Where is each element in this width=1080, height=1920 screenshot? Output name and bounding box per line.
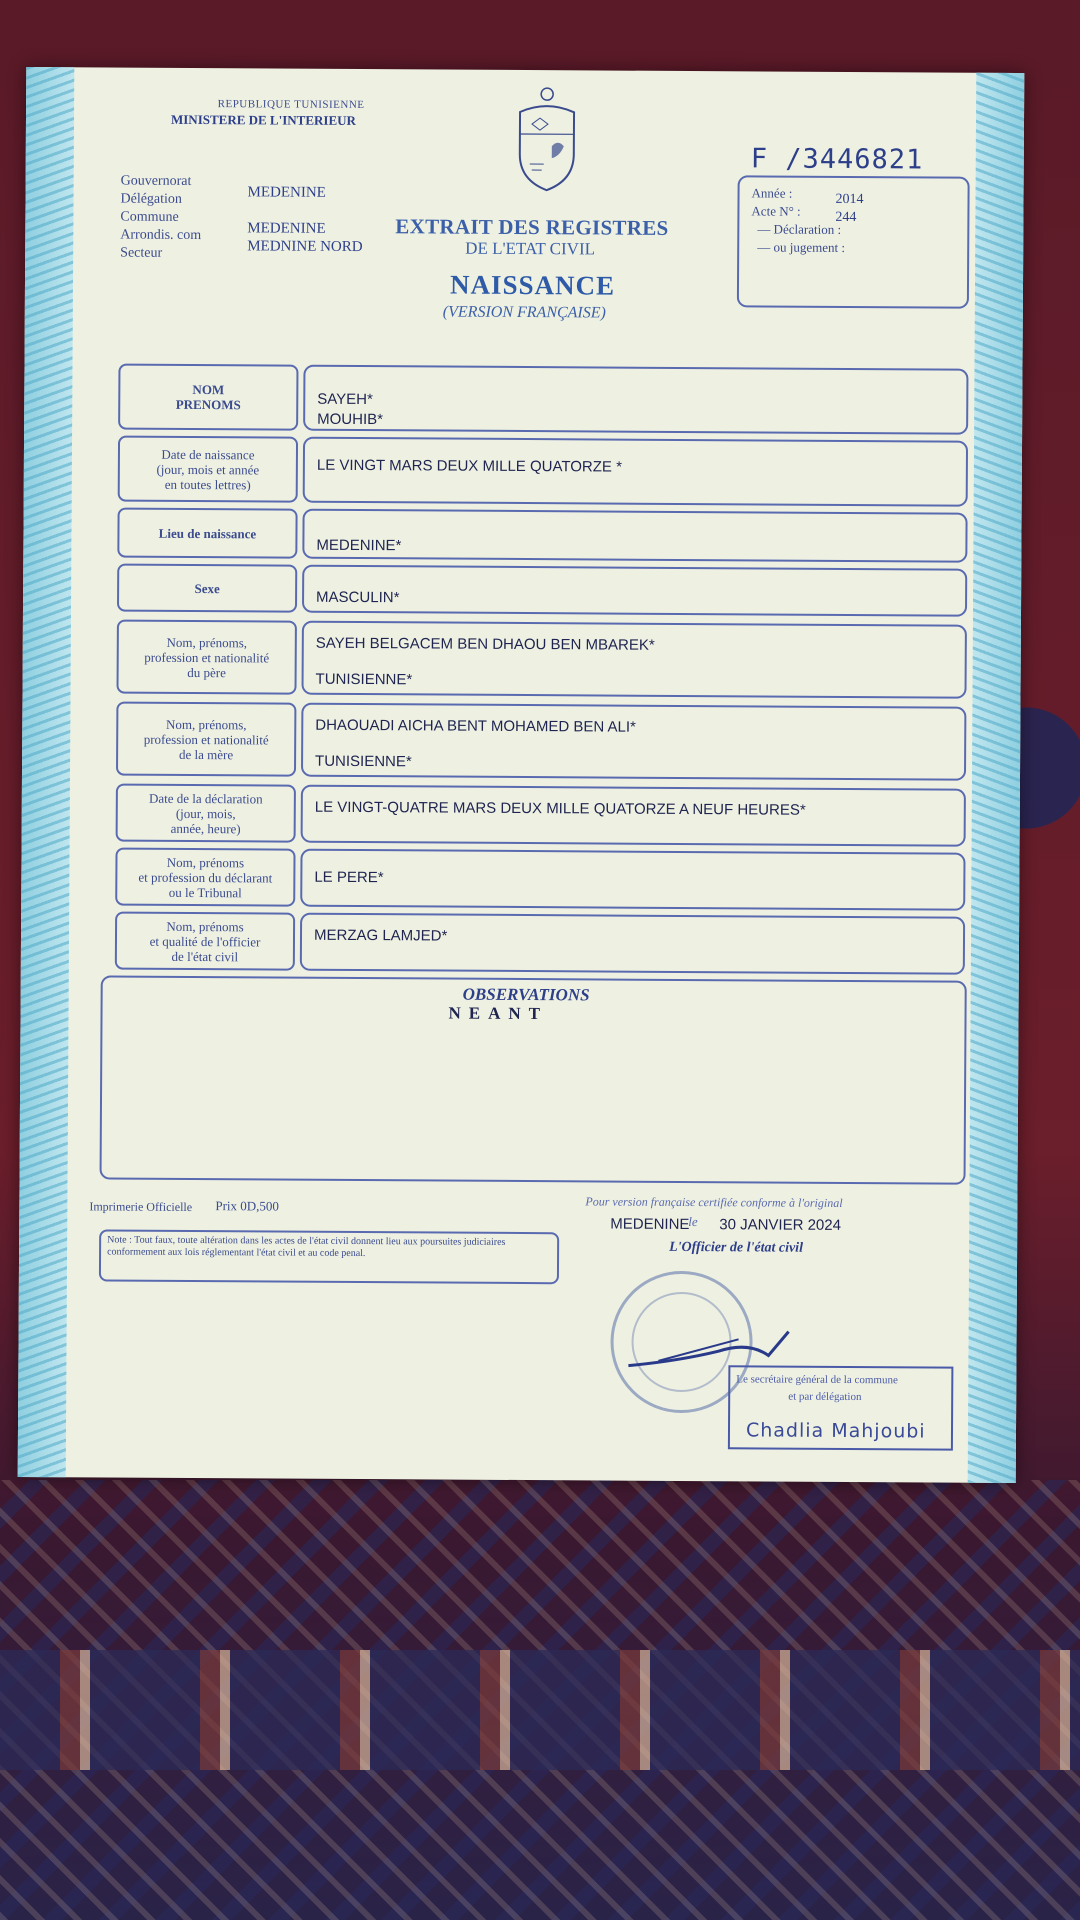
mere-nationalite: TUNISIENNE*	[315, 752, 412, 771]
row-label: NOM PRENOMS	[118, 364, 298, 431]
row-value	[301, 621, 966, 699]
row-label: Date de naissance (jour, mois et année en toutes lettres)	[118, 436, 298, 503]
imprimerie-label: Imprimerie Officielle	[89, 1199, 193, 1214]
declaration-label: — Déclaration :	[757, 221, 842, 237]
stamp-name: Chadlia Mahjoubi	[745, 1419, 926, 1443]
row-label: Nom, prénoms, profession et nationalité du père	[116, 620, 296, 695]
officier-signature-label: L'Officier de l'état civil	[669, 1239, 804, 1256]
sexe-value: MASCULIN*	[316, 588, 400, 607]
admin-label: Commune	[120, 209, 179, 225]
arrondissement-value: MEDENINE	[247, 220, 326, 237]
left-wave-border	[18, 67, 75, 1477]
row-value	[303, 437, 968, 507]
row-value	[302, 565, 967, 617]
title-version: (VERSION FRANÇAISE)	[442, 303, 606, 322]
row-pere	[116, 620, 966, 699]
row-value	[302, 509, 967, 563]
stamp-line-1: Le secrétaire général de la commune	[736, 1373, 898, 1387]
observations-title: OBSERVATIONS	[462, 984, 590, 1005]
right-wave-border	[968, 73, 1025, 1483]
tunisia-emblem-icon	[510, 84, 585, 194]
ministry-label: MINISTERE DE L'INTERIEUR	[170, 111, 356, 128]
declarant-value: LE PERE*	[314, 868, 384, 887]
row-label: Nom, prénoms et qualité de l'officier de l'état civil	[115, 912, 295, 971]
observations-value: NEANT	[448, 1003, 549, 1024]
admin-label: Délégation	[120, 191, 182, 207]
prix-label: Prix 0D,500	[215, 1198, 279, 1214]
row-value	[301, 703, 966, 781]
row-value	[303, 365, 968, 435]
carpet-border	[0, 1650, 1080, 1770]
row-label: Nom, prénoms, profession et nationalité de la mère	[116, 702, 296, 777]
annee-label: Année :	[751, 185, 793, 201]
row-label: Sexe	[117, 564, 297, 613]
row-value	[300, 849, 965, 911]
title-extrait: EXTRAIT DES REGISTRES	[395, 214, 669, 240]
officier-value: MERZAG LAMJED*	[313, 926, 448, 945]
acte-value: 244	[835, 209, 857, 226]
title-naissance: NAISSANCE	[449, 269, 616, 301]
jugement-label: — ou jugement :	[757, 239, 846, 255]
admin-label: Secteur	[120, 245, 163, 261]
row-label: Lieu de naissance	[117, 508, 297, 559]
admin-values	[247, 183, 363, 256]
issue-city: MEDENINE	[610, 1215, 690, 1234]
le-label: le	[688, 1214, 698, 1230]
mere-value: DHAOUADI AICHA BENT MOHAMED BEN ALI*	[315, 716, 636, 736]
row-declarant	[115, 848, 965, 911]
delegation-value: MEDENINE	[247, 184, 326, 201]
title-etat-civil: DE L'ETAT CIVIL	[465, 238, 596, 259]
record-info-box	[737, 175, 970, 308]
row-date-naissance	[118, 436, 968, 507]
official-stamp	[728, 1365, 954, 1450]
legal-note: Note : Tout faux, toute altération dans les actes de l'état civil donnent lieu aux poursuites judiciaires conformement aux lois réglementant l'état civil et au code penal.	[99, 1229, 559, 1284]
acte-label: Acte N° :	[751, 203, 801, 219]
row-officier	[115, 912, 965, 975]
certifie-label: Pour version française certifiée conforme à l'original	[585, 1194, 843, 1210]
admin-label: Gouvernorat	[120, 173, 192, 189]
republic-label: REPUBLIQUE TUNISIENNE	[217, 98, 365, 112]
nom-value: SAYEH*	[317, 390, 373, 409]
serial-number: F /3446821	[750, 143, 924, 176]
row-mere	[116, 702, 966, 781]
row-declaration	[116, 784, 966, 847]
pere-value: SAYEH BELGACEM BEN DHAOU BEN MBAREK*	[315, 634, 655, 654]
pere-nationalite: TUNISIENNE*	[315, 670, 413, 689]
row-sexe	[117, 564, 967, 617]
row-label: Date de la déclaration (jour, mois, année, heure)	[116, 784, 296, 843]
admin-label: Arrondis. com	[120, 227, 202, 244]
issue-date: 30 JANVIER 2024	[719, 1216, 842, 1234]
annee-value: 2014	[835, 191, 864, 208]
stamp-line-2: et par délégation	[788, 1390, 862, 1404]
lieu-naissance-value: MEDENINE*	[316, 536, 402, 555]
row-lieu-naissance	[117, 508, 967, 563]
prenom-value: MOUHIB*	[317, 410, 384, 429]
row-nom-prenoms	[118, 364, 968, 435]
row-value	[301, 785, 966, 847]
declaration-value: LE VINGT-QUATRE MARS DEUX MILLE QUATORZE A NEUF HEURES*	[314, 798, 806, 819]
admin-labels	[120, 173, 201, 263]
row-label: Nom, prénoms et profession du déclarant ou le Tribunal	[115, 848, 295, 907]
secteur-value: MEDNINE NORD	[247, 238, 363, 256]
observations-box	[100, 975, 967, 1184]
row-value	[300, 913, 965, 975]
birth-certificate	[18, 67, 1025, 1483]
date-naissance-value: LE VINGT MARS DEUX MILLE QUATORZE *	[316, 456, 623, 476]
